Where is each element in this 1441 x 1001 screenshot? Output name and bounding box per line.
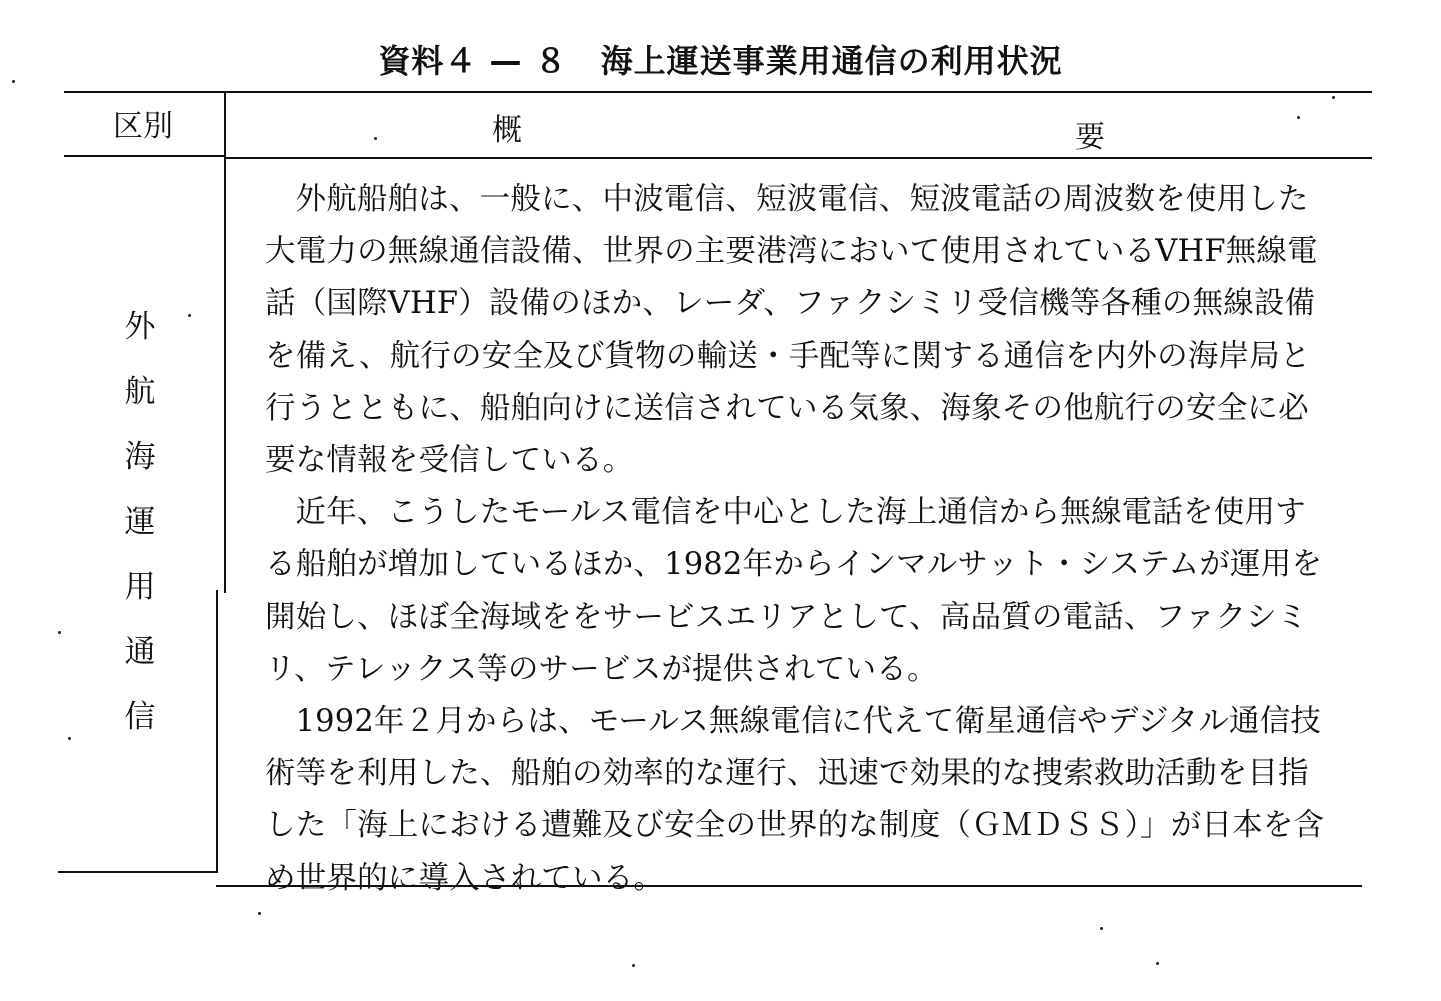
category-vertical-label xyxy=(118,295,162,750)
page-title: 資料４ — ８ 海上運送事業用通信の利用状況 xyxy=(378,42,1063,80)
summary-paragraph: 1992年２月からは、モールス無線電信に代えて衛星通信やデジタル通信技術等を利用した、船舶の効率的な運行、迅速で効果的な捜索救助活動を目指した「海上における遭難及び安全の世界的な制度（ＧＭＤＳＳ）」が日本を含め世界的に導入されている。 xyxy=(265,704,1325,896)
header-summary-right: 要 xyxy=(1075,120,1105,155)
header-bottom-rule-left xyxy=(64,155,226,157)
category-char: 航 xyxy=(124,374,156,410)
scan-speck xyxy=(374,137,377,140)
category-char: 用 xyxy=(124,569,156,605)
summary-paragraph: 近年、こうしたモールス電信を中心とした海上通信から無線電話を使用する船舶が増加しているほか、1982年からインマルサット・システムが運用を開始し、ほぼ全海域ををサービスエリアとして、高品質の電話、ファクシミリ、テレックス等のサービスが提供されている。 xyxy=(265,495,1323,687)
category-char: 外 xyxy=(124,309,156,345)
scan-speck xyxy=(1156,962,1159,965)
category-char: 通 xyxy=(124,634,156,670)
scan-speck xyxy=(1332,96,1335,99)
scan-speck xyxy=(632,964,635,967)
scan-speck xyxy=(1297,116,1300,119)
scan-speck xyxy=(1100,927,1103,930)
scan-speck xyxy=(58,631,61,634)
scan-speck xyxy=(188,314,191,317)
summary-body xyxy=(265,174,1335,905)
summary-paragraph: 外航船舶は、一般に、中波電信、短波電信、短波電話の周波数を使用した大電力の無線通信設備、世界の主要港湾において使用されているVHF無線電話（国際VHF）設備のほか、レーダ、ファクシミリ受信機等各種の無線設備を備え、航行の安全及び貨物の輸送・手配等に関する通信を内外の海岸局と行うとともに、船舶向けに送信されている気象、海象その他航行の安全に必要な情報を受信している。 xyxy=(265,182,1318,479)
category-char: 信 xyxy=(124,699,156,735)
column-divider-upper xyxy=(224,93,226,593)
table-top-rule xyxy=(64,91,1372,93)
table-bottom-rule-left xyxy=(58,871,218,873)
scan-speck xyxy=(68,737,71,740)
header-bottom-rule-right xyxy=(226,157,1372,159)
category-char: 海 xyxy=(124,439,156,475)
column-divider-lower xyxy=(216,590,218,873)
scan-speck xyxy=(258,912,261,915)
scan-speck xyxy=(12,80,15,83)
header-summary-left: 概 xyxy=(492,113,522,148)
category-char: 運 xyxy=(124,504,156,540)
header-category: 区別 xyxy=(113,109,173,144)
